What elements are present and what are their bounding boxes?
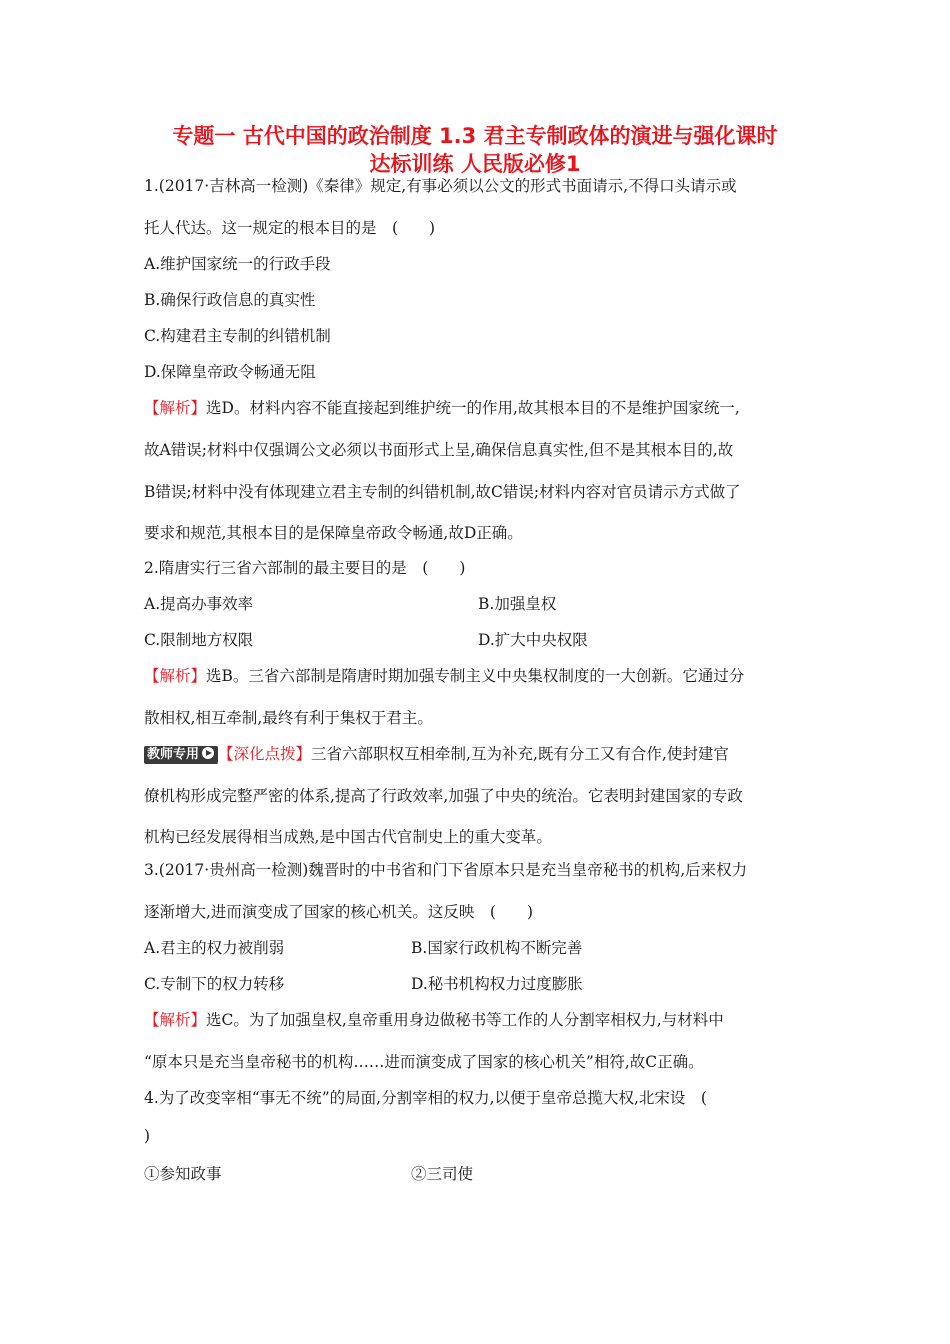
q2-analysis-line-2: 散相权,相互牵制,最终有利于集权于君主。	[144, 709, 433, 727]
q2-option-b: B.加强皇权	[478, 595, 557, 613]
analysis-tag: 【解析】	[144, 399, 207, 417]
q1-option-d: D.保障皇帝政令畅通无阻	[144, 363, 316, 381]
q2-deep-line-1: 教师专用 【深化点拨】三省六部职权互相牵制,互为补充,既有分工又有合作,使封建官	[144, 744, 729, 764]
q3-option-c: C.专制下的权力转移	[144, 975, 285, 993]
q2-analysis-line-1: 【解析】选B。三省六部制是隋唐时期加强专制主义中央集权制度的一大创新。它通过分	[144, 667, 745, 685]
q2-deep-line-3: 机构已经发展得相当成熟,是中国古代官制史上的重大变革。	[144, 828, 552, 846]
q1-option-b: B.确保行政信息的真实性	[144, 291, 316, 309]
q2-stem: 2.隋唐实行三省六部制的最主要目的是 ( )	[144, 559, 466, 577]
q1-option-c: C.构建君主专制的纠错机制	[144, 327, 331, 345]
q1-analysis-line-1: 【解析】选D。材料内容不能直接起到维护统一的作用,故其根本目的不是维护国家统一,	[144, 399, 740, 417]
play-icon	[202, 747, 214, 759]
q3-stem-line-1: 3.(2017·贵州高一检测)魏晋时的中书省和门下省原本只是充当皇帝秘书的机构,后来权力	[144, 861, 748, 879]
q4-stem-line-2: )	[144, 1127, 151, 1145]
page-title	[100, 122, 850, 178]
title-line-1: 专题一 古代中国的政治制度 1.3 君主专制政体的演进与强化课时	[172, 124, 778, 148]
q3-option-d: D.秘书机构权力过度膨胀	[411, 975, 583, 993]
title-line-2: 达标训练 人民版必修1	[369, 152, 581, 176]
q4-option-1: ①参知政事	[144, 1165, 222, 1183]
analysis-tag: 【解析】	[144, 667, 207, 685]
q3-analysis-line-1: 【解析】选C。为了加强皇权,皇帝重用身边做秘书等工作的人分割宰相权力,与材料中	[144, 1011, 724, 1029]
q3-option-a: A.君主的权力被削弱	[144, 939, 285, 957]
analysis-tag: 【解析】	[144, 1011, 207, 1029]
q1-analysis-line-4: 要求和规范,其根本目的是保障皇帝政令畅通,故D正确。	[144, 524, 523, 542]
q4-option-2: ②三司使	[411, 1165, 474, 1183]
q2-option-a: A.提高办事效率	[144, 595, 254, 613]
deep-tag: 【深化点拨】	[218, 745, 312, 763]
q3-analysis-line-2: “原本只是充当皇帝秘书的机构……进而演变成了国家的核心机关”相符,故C正确。	[144, 1053, 704, 1071]
q2-deep-line-2: 僚机构形成完整严密的体系,提高了行政效率,加强了中央的统治。它表明封建国家的专政	[144, 787, 743, 805]
q1-option-a: A.维护国家统一的行政手段	[144, 255, 331, 273]
q2-option-d: D.扩大中央权限	[478, 631, 588, 649]
q3-option-b: B.国家行政机构不断完善	[411, 939, 583, 957]
q2-option-c: C.限制地方权限	[144, 631, 254, 649]
q3-stem-line-2: 逐渐增大,进而演变成了国家的核心机关。这反映 ( )	[144, 903, 534, 921]
q1-analysis-line-3: B错误;材料中没有体现建立君主专制的纠错机制,故C错误;材料内容对官员请示方式做了	[144, 483, 741, 501]
q1-stem-line-2: 托人代达。这一规定的根本目的是 ( )	[144, 219, 436, 237]
q4-stem-line-1: 4.为了改变宰相“事无不统”的局面,分割宰相的权力,以便于皇帝总揽大权,北宋设 (	[144, 1089, 707, 1107]
q1-analysis-line-2: 故A错误;材料中仅强调公文必须以书面形式上呈,确保信息真实性,但不是其根本目的,故	[144, 441, 734, 459]
teacher-only-badge: 教师专用	[144, 746, 218, 764]
q1-stem-line-1: 1.(2017·吉林高一检测)《秦律》规定,有事必须以公文的形式书面请示,不得口头请示或	[144, 177, 737, 195]
